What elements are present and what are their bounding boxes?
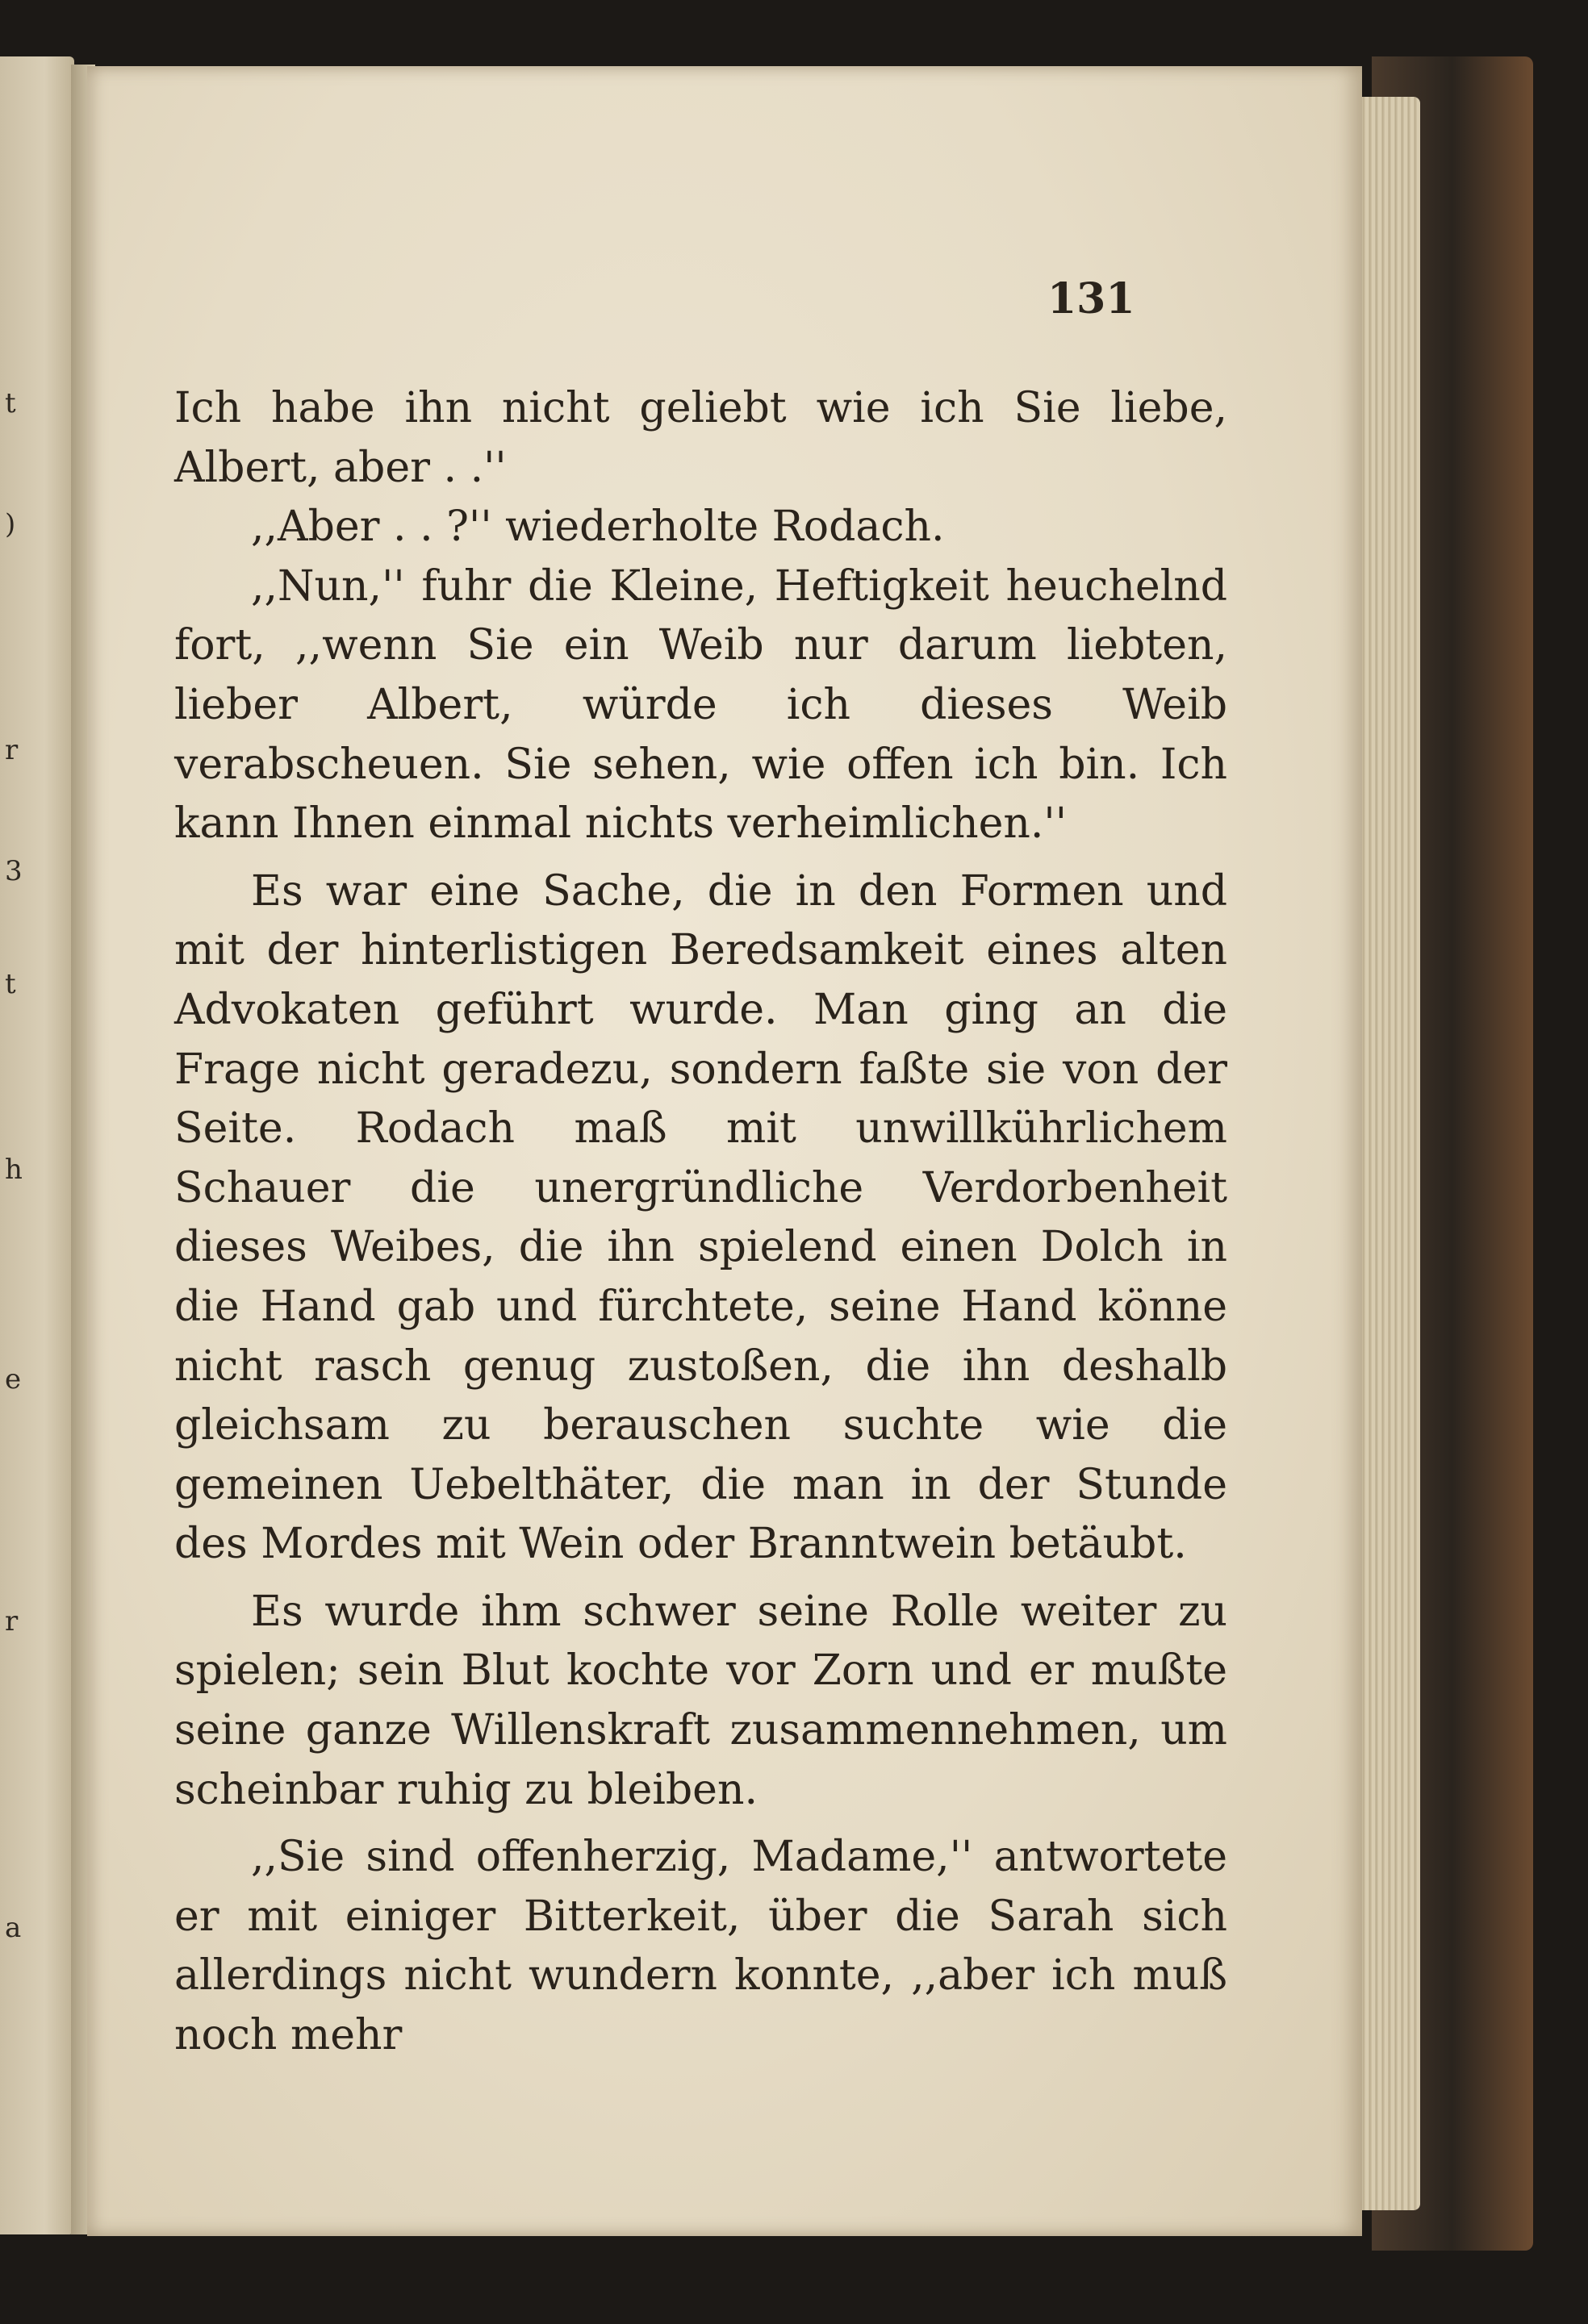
paragraph: ,,Nun,'' fuhr die Kleine, Heftigkeit heuchelnd fort, ,,wenn Sie ein Weib nur darum liebten, lieber Albert, würde ich dieses Weib verabscheuen. Sie sehen, wie offen ich bin. Ich kann Ihnen einmal nichts verheimlichen.''	[174, 561, 1227, 849]
left-page-fragment: t	[5, 968, 16, 1000]
left-page-fragment: t	[5, 387, 16, 419]
book-page	[87, 66, 1362, 2236]
left-page-edge	[0, 56, 74, 2234]
left-page-fragment: h	[5, 1154, 23, 1186]
paragraph: ,,Sie sind offenherzig, Madame,'' antwortete er mit einiger Bitterkeit, über die Sarah sich allerdings nicht wundern konnte, ,,aber ich muß noch mehr	[174, 1833, 1227, 2060]
page-number: 131	[1047, 274, 1135, 323]
page-body	[174, 379, 1227, 2066]
left-page-fragment: r	[5, 734, 19, 766]
left-page-fragment: r	[5, 1605, 19, 1638]
left-page-fragment: a	[5, 1912, 22, 1944]
paragraph: ,,Aber . . ?'' wiederholte Rodach.	[251, 503, 945, 552]
left-page-fragment: )	[5, 508, 16, 540]
paragraph: Es war eine Sache, die in den Formen und mit der hinterlistigen Beredsamkeit eines alten Advokaten geführt wurde. Man ging an die Frage nicht geradezu, sondern faßte sie von der Seite. Rodach maß mit unwillkührlichem Schauer die unergründliche Verdorbenheit dieses Weibes, die ihn spielend einen Dolch in die Hand gab und fürchtete, seine Hand könne nicht rasch genug zustoßen, die ihn deshalb gleichsam zu berauschen suchte wie die gemeinen Uebelthäter, die man in der Stunde des Mordes mit Wein oder Branntwein betäubt.	[174, 866, 1227, 1569]
left-page-fragment: e	[5, 1363, 22, 1396]
paragraph: Ich habe ihn nicht geliebt wie ich Sie liebe, Albert, aber . .''	[174, 384, 1227, 492]
left-page-fragment: 3	[5, 855, 23, 887]
paragraph: Es wurde ihm schwer seine Rolle weiter zu spielen; sein Blut kochte vor Zorn und er mußte seine ganze Willenskraft zusammennehmen, um scheinbar ruhig zu bleiben.	[174, 1587, 1227, 1814]
